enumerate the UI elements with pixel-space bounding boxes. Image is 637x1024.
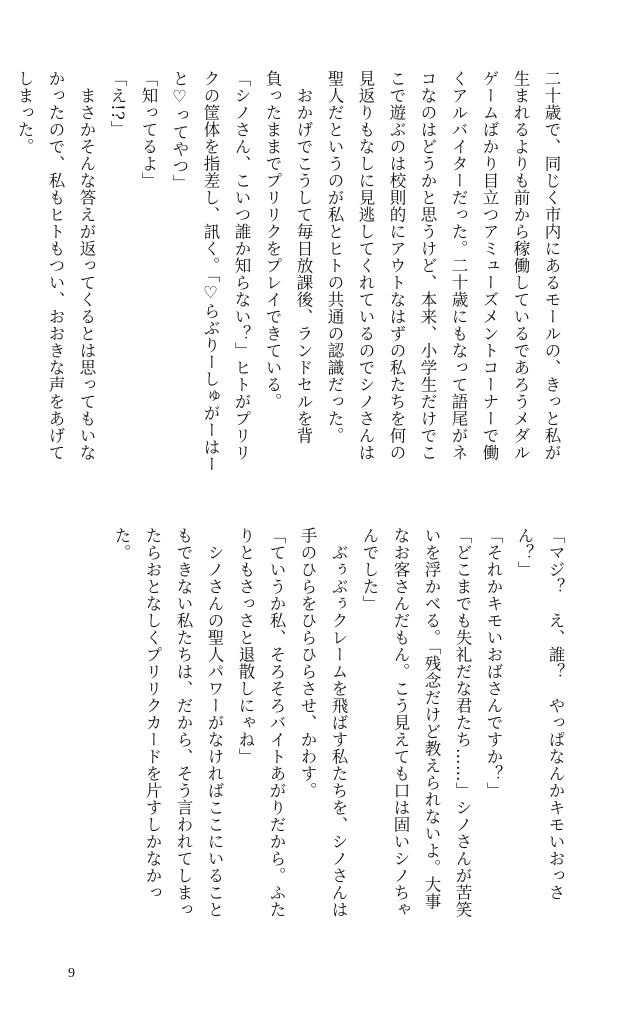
text-line: 生まれるよりも前から稼働しているであろうメダル: [511, 70, 530, 461]
text-line: たらおとなしくプリリクカードを片すしかなかっ: [143, 527, 162, 901]
upper-text-block: [9, 70, 567, 508]
text-line: 見返りもなしに見逃してくれているのでシノさんは: [356, 70, 375, 461]
text-line: いを浮かべる。「残念だけど教えられないよ。大事: [422, 527, 441, 910]
text-line: 二十歳で、同じく市内にあるモールの、きっと私が: [542, 70, 561, 461]
text-line: なお客さんだもん。こう見えても口は固いシノちゃ: [391, 527, 410, 918]
text-line: かったので、私もヒトもつい、おおきな声をあげて: [46, 70, 65, 461]
text-line: 負ったままでプリリクをプレイできている。: [263, 70, 282, 410]
text-line: もできない私たちは、だから、そう言われてしまっ: [174, 527, 193, 918]
text-line: おかげでこうして毎日放課後、ランドセルを背: [294, 70, 313, 444]
text-line: りともさっさと退散しにゃね」: [236, 527, 255, 765]
text-line: 聖人だというのが私とヒトの共通の認識だった。: [325, 70, 344, 444]
text-line: 「シノさん、こいつ誰か知らない？」ヒトがプリリ: [232, 70, 251, 461]
text-line: ん？」: [515, 527, 534, 578]
text-line: 「知ってるよ」: [139, 70, 158, 189]
text-line: しまった。: [15, 70, 34, 155]
text-line: コなのはどうかと思うけど、本来、小学生だけでこ: [418, 70, 437, 461]
text-line: シノさんの聖人パワーがなければここにいること: [205, 527, 224, 918]
text-line: ゲームばかり目立つアミューズメントコーナーで働: [480, 70, 499, 461]
text-line: 「それかキモいおばさんですか？」: [484, 527, 503, 799]
text-line: 「ていうか私、そろそろバイトあがりだから。ふた: [267, 527, 286, 918]
text-line: こで遊ぶのは校則的にアウトなはずの私たちを何の: [387, 70, 406, 461]
text-line: くアルバイターだった。二十歳にもなって語尾がネ: [449, 70, 468, 461]
text-line: 「え!?」: [108, 70, 127, 138]
text-line: 「マジ？ え、誰？ やっぱなんかキモいおっさ: [546, 527, 565, 901]
text-line: 手のひらをひらひらさせ、かわす。: [298, 527, 317, 799]
text-line: クの筐体を指差し、訊く。「♡らぶりーしゅがーはー: [201, 70, 220, 473]
text-line: ぶぅぶぅクレームを飛ばす私たちを、シノさんは: [329, 527, 348, 918]
text-line: 「どこまでも失礼だな君たち……」シノさんが苦笑: [453, 527, 472, 918]
text-line: んでした」: [360, 527, 379, 612]
lower-text-block: [106, 527, 571, 967]
text-line: まさかそんな答えが返ってくるとは思ってもいな: [77, 70, 96, 461]
text-line: た。: [112, 527, 131, 561]
text-line: と♡ってやつ」: [170, 70, 189, 192]
page-number: 9: [68, 966, 75, 981]
